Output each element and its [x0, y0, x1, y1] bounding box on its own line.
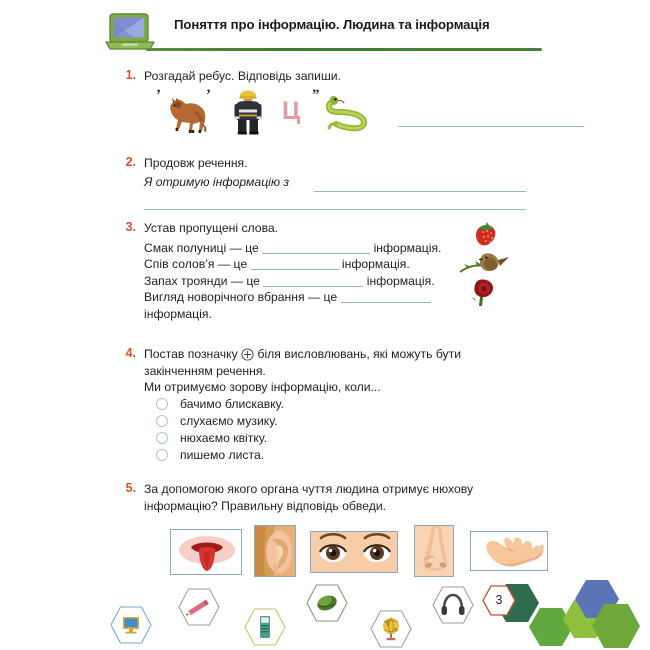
option-circle-1[interactable]: [156, 398, 168, 410]
laptop-icon: [104, 12, 156, 52]
task-3-line-2-before: Спів солов’я — це: [144, 257, 248, 271]
eyes-image[interactable]: [310, 531, 398, 573]
task-5: [118, 481, 548, 577]
monitor-icon: [110, 606, 152, 644]
task-2: [118, 155, 538, 211]
task-3-line-2-after: інформація.: [341, 257, 410, 271]
task-5-prompt-line-1: За допомогою якого органа чуття людина отримує нюхову: [144, 482, 474, 496]
tongue-image[interactable]: [170, 529, 242, 575]
task-4-prompt-b: біля висловлювань, які можуть бути: [257, 347, 462, 361]
task-2-number: 2.: [125, 155, 136, 169]
option-label-2: слухаємо музику.: [180, 413, 278, 428]
hand-image[interactable]: [470, 531, 548, 571]
task-3-line-2: [144, 256, 484, 273]
option-circle-4[interactable]: [156, 449, 168, 461]
nose-image[interactable]: [414, 525, 454, 577]
task-4-stem: Ми отримуємо зорову інформацію, коли...: [144, 380, 381, 394]
snake-image: [320, 93, 376, 135]
task-4: [118, 346, 538, 466]
task-2-sentence: Я отримую інформацію з: [144, 174, 290, 189]
option-label-1: бачимо блискавку.: [180, 396, 284, 411]
task-3-blank-2[interactable]: [251, 269, 339, 270]
ear-image[interactable]: [254, 525, 296, 577]
task-2-prompt: Продовж речення.: [144, 156, 248, 170]
task-2-answer-line-2[interactable]: [144, 209, 526, 210]
task-3-blank-4[interactable]: [341, 302, 431, 303]
task-3-line-3-before: Запах троянди — це: [144, 273, 260, 288]
task-3-number: 3.: [125, 220, 136, 234]
task-5-prompt-line-2: інформацію? Правильну відповідь обведи.: [144, 498, 387, 513]
task-4-prompt-line-2: закінченням речення.: [144, 363, 266, 378]
task-3-prompt: Устав пропущені слова.: [144, 221, 279, 235]
task-4-option-3[interactable]: [156, 430, 538, 447]
apostrophe-left: ’: [156, 87, 161, 103]
task-4-option-2[interactable]: [156, 413, 538, 430]
option-circle-3[interactable]: [156, 432, 168, 444]
task-4-number: 4.: [125, 346, 136, 360]
task-3-line-4-before: Вигляд новорічного вбрання — це: [144, 290, 338, 304]
task-2-answer-line-1[interactable]: [314, 191, 526, 192]
task-1: [118, 68, 538, 140]
task-3-line-3-after: інформація.: [366, 273, 435, 288]
task-3-line-3: [144, 273, 484, 290]
task-5-number: 5.: [125, 481, 136, 495]
option-label-3: нюхаємо квітку.: [180, 430, 268, 445]
task-4-prompt-a: Постав позначку: [144, 347, 238, 361]
mouse-icon: [306, 584, 348, 622]
letter-ts: Ц: [282, 97, 301, 125]
firefighter-image: [232, 89, 264, 135]
task-3-blank-3[interactable]: [263, 286, 363, 287]
book-icon: [244, 608, 286, 646]
page-title: Поняття про інформацію. Людина та інформація: [174, 17, 490, 32]
task-4-prompt-line-1: [144, 346, 538, 363]
quote-right: ”: [312, 87, 320, 103]
task-3-line-4: [144, 289, 484, 306]
task-3-line-1-before: Смак полуниці — це: [144, 240, 259, 255]
page-footer: [0, 578, 650, 650]
pencil-icon: [178, 588, 220, 626]
task-4-option-4[interactable]: [156, 447, 538, 464]
page-number: 3: [495, 593, 503, 607]
task-3-line-1: [144, 240, 484, 257]
task-1-rebus: [144, 87, 564, 135]
apostrophe-mid: ’: [206, 87, 211, 103]
task-1-answer-line[interactable]: [398, 126, 584, 127]
task-1-number: 1.: [125, 68, 136, 82]
task-3-last-word: інформація.: [144, 306, 212, 321]
globe-icon: [370, 610, 412, 648]
task-4-option-1[interactable]: [156, 396, 538, 413]
page-number-badge: [482, 585, 516, 616]
task-3: [118, 220, 548, 332]
task-3-line-1-after: інформація.: [373, 240, 442, 255]
task-1-prompt: Розгадай ребус. Відповідь запиши.: [144, 69, 341, 83]
page-header: [104, 8, 542, 56]
option-label-4: пишемо листа.: [180, 447, 265, 462]
horse-image: [162, 95, 212, 135]
task-3-blank-1[interactable]: [262, 253, 370, 254]
plus-circle-icon: [241, 348, 254, 361]
task-5-organ-row: [170, 525, 580, 577]
rose-image: [450, 276, 504, 308]
option-circle-2[interactable]: [156, 415, 168, 427]
header-divider: [146, 48, 542, 51]
headphones-icon: [432, 586, 474, 624]
